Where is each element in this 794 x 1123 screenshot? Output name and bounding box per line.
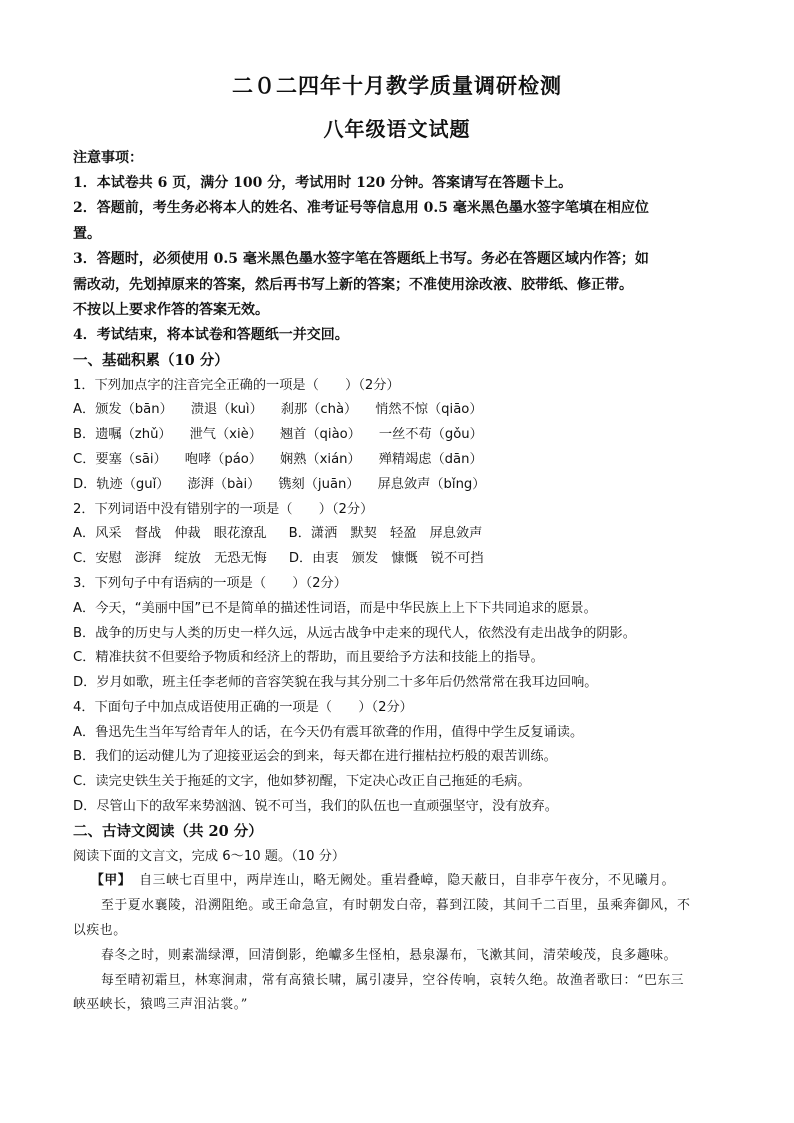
- question-4-option-c: C．读完史铁生关于拖延的文字，他如梦初醒，下定决心改正自己拖延的毛病。: [73, 774, 531, 790]
- exam-subtitle: 八年级语文试题: [323, 117, 471, 141]
- notice-item-3-line-1: 3．答题时，必须使用 0.5 毫米黑色墨水签字笔在答题纸上书写。务必在答题区域内作答；如: [73, 251, 649, 268]
- passage-paragraph-3: 春冬之时，则素湍绿潭，回清倒影，绝巘多生怪柏，悬泉瀑布，飞漱其间，清荣峻茂，良多趣味。: [101, 947, 678, 963]
- question-1-option-d: D．轨迹（guǐ） 澎湃（bài） 镌刻（juān） 屏息敛声（bǐng）: [73, 476, 486, 492]
- section-1-heading: 一、基础积累（10 分）: [73, 351, 229, 369]
- passage-paragraph-4-line-1: 每至晴初霜旦，林寒涧肃，常有高猿长啸，属引凄异，空谷传响，哀转久绝。故渔者歌曰：“巴东三: [101, 972, 685, 988]
- exam-content: [73, 145, 725, 1018]
- question-2-options-row-1: [73, 522, 725, 547]
- passage-paragraph-4-line-2: 峡巫峡长，猿鸣三声泪沾裳。”: [73, 997, 248, 1013]
- question-2-option-d: D．由衷 颁发 慷慨 锐不可挡: [288, 551, 484, 567]
- question-4-option-a: A．鲁迅先生当年写给青年人的话，在今天仍有震耳欲聋的作用，值得中学生反复诵读。: [73, 724, 584, 740]
- notice-item-3-line-2: 需改动，先划掉原来的答案，然后再书写上新的答案；不准使用涂改液、胶带纸、修正带。: [73, 276, 633, 293]
- notice-item-1: 1．本试卷共 6 页，满分 100 分，考试用时 120 分钟。答案请写在答题卡上。: [73, 175, 573, 191]
- question-3-option-c: C．精准扶贫不但要给予物质和经济上的帮助，而且要给予方法和技能上的指导。: [73, 650, 544, 666]
- question-2-option-a: A．风采 督战 仲裁 眼花潦乱: [73, 526, 267, 542]
- question-1-option-b: B．遗嘱（zhǔ） 泄气（xiè） 翘首（qiào） 一丝不苟（gǒu）: [73, 427, 483, 443]
- notice-item-4: 4．考试结束，将本试卷和答题纸一并交回。: [73, 327, 349, 344]
- question-2-options-row-2: [73, 547, 725, 572]
- notice-item-3-line-3: 不按以上要求作答的答案无效。: [73, 301, 269, 318]
- question-3-stem: 3．下列句子中有语病的一项是（ ）（2分）: [73, 575, 347, 591]
- exam-title: 二０二四年十月教学质量调研检测: [232, 73, 562, 98]
- question-3-option-a: A．今天，“美丽中国”已不是简单的描述性词语，而是中华民族上上下下共同追求的愿景。: [73, 600, 597, 616]
- question-4-stem: 4．下面句子中加点成语使用正确的一项是（ ）（2分）: [73, 699, 413, 715]
- question-3-option-d: D．岁月如歌，班主任李老师的音容笑貌在我与其分别二十多年后仍然常常在我耳边回响。: [73, 675, 598, 691]
- question-2-option-c: C．安慰 澎湃 绽放 无恐无悔: [73, 551, 267, 567]
- section-2-heading: 二、古诗文阅读（共 20 分）: [73, 822, 263, 840]
- question-2-stem: 2．下列词语中没有错别字的一项是（ ）（2分）: [73, 501, 374, 517]
- question-3-option-b: B．战争的历史与人类的历史一样久远，从远古战争中走来的现代人，依然没有走出战争的阴影。: [73, 625, 636, 641]
- question-1-stem: 1．下列加点字的注音完全正确的一项是（ ）（2分）: [73, 377, 400, 393]
- notice-heading: 注意事项：: [73, 150, 143, 166]
- passage-paragraph-2-line-1: 至于夏水襄陵，沿溯阻绝。或王命急宣，有时朝发白帝，暮到江陵，其间千二百里，虽乘奔御风，不: [101, 898, 691, 914]
- question-1-option-a: A．颁发（bān） 溃退（kuì） 刹那（chà） 悄然不惊（qiāo）: [73, 402, 483, 418]
- notice-item-2-line-1: 2．答题前，考生务必将本人的姓名、准考证号等信息用 0.5 毫米黑色墨水签字笔填在相应位: [73, 200, 649, 217]
- passage-tag: 【甲】: [91, 873, 132, 889]
- question-2-option-b: B．潇洒 默契 轻盈 屏息敛声: [288, 526, 483, 542]
- passage-paragraph-1: 【甲】 自三峡七百里中，两岸连山，略无阙处。重岩叠嶂，隐天蔽日，自非亭午夜分，不见曦月。: [91, 873, 676, 889]
- reading-intro: 阅读下面的文言文，完成 6～10 题。（10 分）: [73, 848, 346, 864]
- question-4-option-d: D．尽管山下的敌军来势汹汹、锐不可当，我们的队伍也一直顽强坚守，没有放弃。: [73, 799, 558, 815]
- passage-paragraph-2-line-2: 以疾也。: [73, 923, 127, 939]
- question-4-option-b: B．我们的运动健儿为了迎接亚运会的到来，每天都在进行摧枯拉朽般的艰苦训练。: [73, 749, 557, 765]
- notice-item-2-line-2: 置。: [73, 225, 101, 242]
- question-1-option-c: C．要塞（sāi） 咆哮（páo） 娴熟（xián） 殚精竭虑（dān）: [73, 451, 483, 467]
